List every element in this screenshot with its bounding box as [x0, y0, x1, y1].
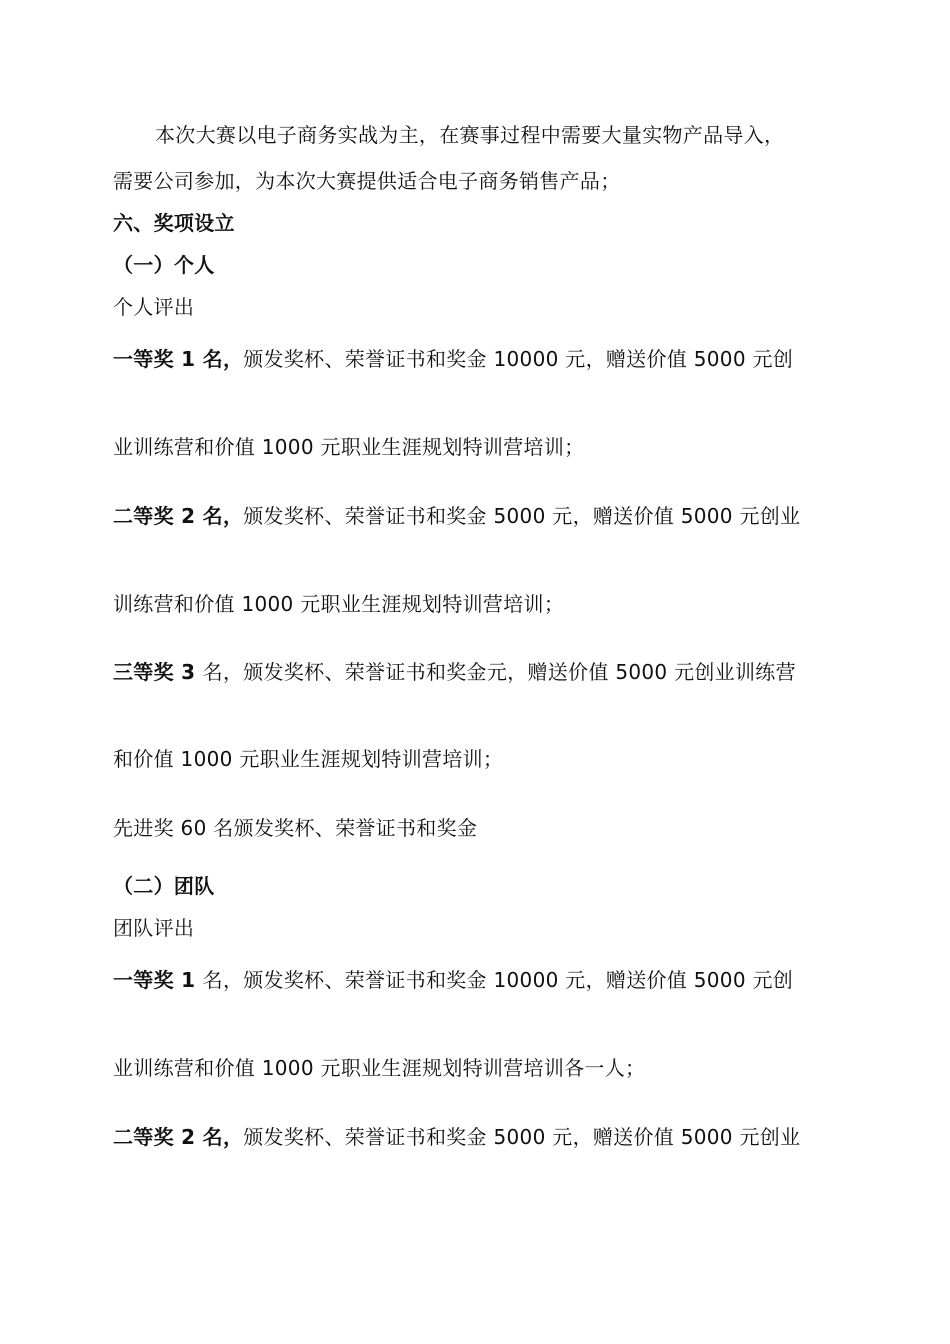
- individual-first-prize: [113, 346, 793, 372]
- team-first-prize-continued: 业训练营和价值 1000 元职业生涯规划特训营培训各一人；: [113, 1056, 646, 1080]
- team-second-prize-label: 二等奖 2 名，: [113, 1125, 244, 1149]
- intro-paragraph-line-1: 本次大赛以电子商务实战为主，在赛事过程中需要大量实物产品导入，: [155, 123, 785, 147]
- individual-subheading: 个人评出: [113, 295, 195, 319]
- individual-second-prize-label: 二等奖 2 名，: [113, 504, 244, 528]
- individual-second-prize-continued: 训练营和价值 1000 元职业生涯规划特训营培训；: [113, 592, 565, 616]
- individual-third-prize-text: 名，颁发奖杯、荣誉证书和奖金元，赠送价值 5000 元创业训练营: [202, 660, 796, 684]
- team-second-prize: [113, 1124, 800, 1150]
- team-first-prize-text: 名，颁发奖杯、荣誉证书和奖金 10000 元，赠送价值 5000 元创: [202, 968, 794, 992]
- individual-third-prize-label: 三等奖 3: [113, 660, 203, 684]
- individual-second-prize-text: 颁发奖杯、荣誉证书和奖金 5000 元，赠送价值 5000 元创业: [243, 504, 801, 528]
- individual-second-prize: [113, 503, 800, 529]
- team-subheading: 团队评出: [113, 916, 195, 940]
- team-second-prize-text: 颁发奖杯、荣誉证书和奖金 5000 元，赠送价值 5000 元创业: [243, 1125, 801, 1149]
- team-first-prize-label: 一等奖 1: [113, 968, 203, 992]
- individual-heading: （一）个人: [113, 253, 215, 277]
- individual-first-prize-continued: 业训练营和价值 1000 元职业生涯规划特训营培训；: [113, 435, 585, 459]
- team-heading: （二）团队: [113, 874, 215, 898]
- individual-first-prize-text: 颁发奖杯、荣誉证书和奖金 10000 元，赠送价值 5000 元创: [243, 347, 794, 371]
- individual-third-prize-continued: 和价值 1000 元职业生涯规划特训营培训；: [113, 747, 504, 771]
- section-heading-awards: 六、奖项设立: [113, 211, 235, 235]
- intro-paragraph-line-2: 需要公司参加，为本次大赛提供适合电子商务销售产品；: [113, 169, 621, 193]
- individual-advanced-prize: 先进奖 60 名颁发奖杯、荣誉证书和奖金: [113, 816, 478, 840]
- individual-first-prize-label: 一等奖 1 名，: [113, 347, 244, 371]
- team-first-prize: [113, 967, 793, 993]
- individual-third-prize: [113, 659, 796, 685]
